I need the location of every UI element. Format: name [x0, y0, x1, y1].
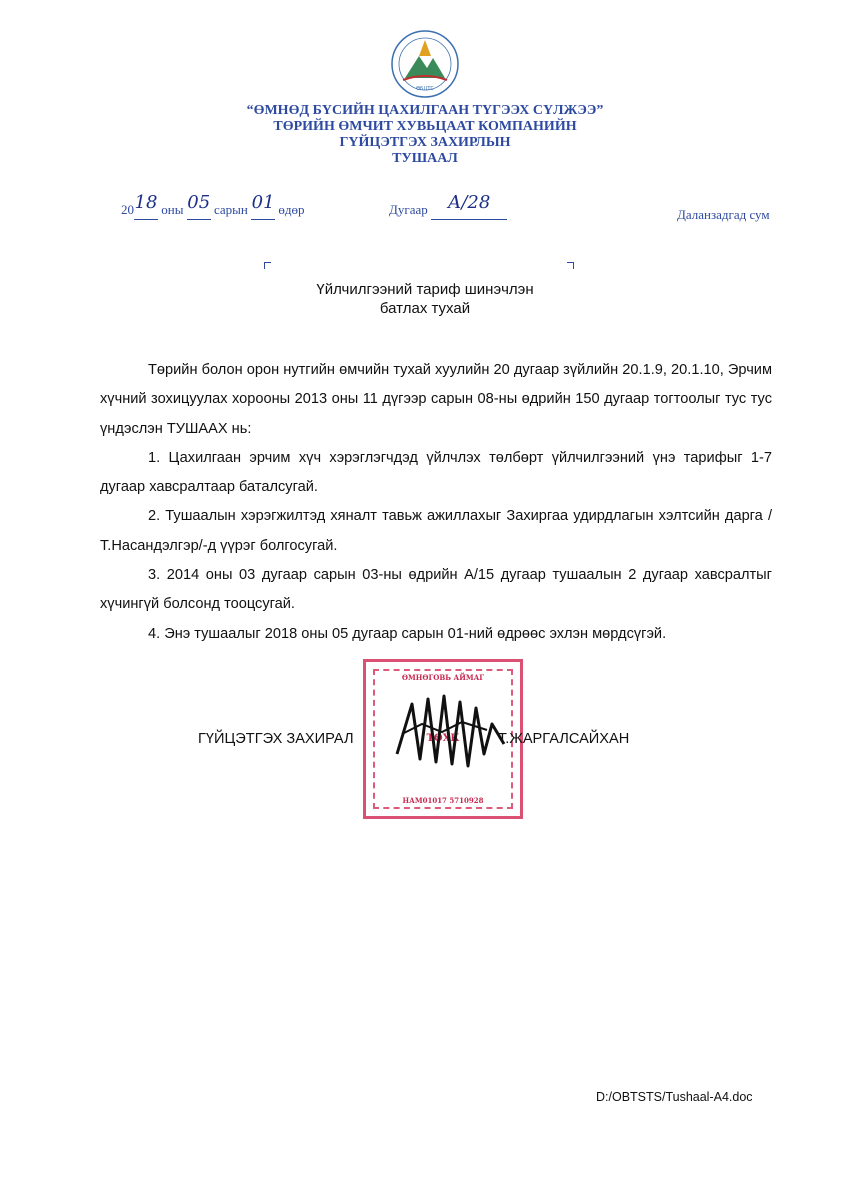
signer-title: ГҮЙЦЭТГЭХ ЗАХИРАЛ	[198, 731, 354, 747]
subject-line-1: Үйлчилгээний тариф шинэчлэн	[316, 281, 534, 298]
file-path: D:/OBTSTS/Tushaal-A4.doc	[596, 1090, 753, 1104]
order-item: 2. Тушаалын хэрэгжилтэд хяналт тавьж ажиллахыг Захиргаа удирдлагын хэлтсийн дарга /Т.Насандэлгэр/-д үүрэг болгосугай.	[100, 508, 772, 554]
subject-corner-right	[567, 262, 574, 269]
org-name-line-2: ТӨРИЙН ӨМЧИТ ХУВЬЦААТ КОМПАНИЙН	[273, 119, 577, 134]
number-label: Дугаар	[389, 202, 428, 217]
stamp-bottom-text: НАМ01017 5710928	[402, 796, 484, 805]
order-item: 1. Цахилгаан эрчим хүч хэрэглэгчдэд үйлчлэх төлбөрт үйлчилгээний үнэ тарифыг 1-7 дугаар хавсралтаар баталсугай.	[100, 449, 772, 496]
month-label: сарын	[213, 202, 248, 217]
year-label: оны	[161, 202, 184, 217]
document-subject	[240, 280, 610, 318]
date-day-handwritten: 01	[251, 192, 275, 213]
intro-paragraph: Төрийн болон орон нутгийн өмчийн тухай хуулийн 20 дугаар зүйлийн 20.1.9, 20.1.10, Эрчим хүчний зохицуулах хорооны 2013 оны 11 дүгээр сарын 08-ны өдрийн 150 дугаар тогтоолыг тус тус үндэслэн ТУШААХ нь:	[100, 362, 772, 437]
logo-text: ӨБЦТС	[416, 86, 434, 92]
org-name-line-3: ГҮЙЦЭТГЭХ ЗАХИРЛЫН	[339, 135, 511, 150]
number-handwritten: А/28	[447, 192, 491, 213]
stamp-middle-text: ТӨХК	[426, 733, 460, 744]
org-name-line-1: “ӨМНӨД БҮСИЙН ЦАХИЛГААН ТҮГЭЭХ СҮЛЖЭЭ”	[246, 103, 604, 118]
company-logo	[389, 28, 461, 100]
signer-name: Т.ЖАРГАЛСАЙХАН	[498, 731, 630, 747]
day-label: өдөр	[278, 202, 305, 217]
place-of-issue: Даланзадгад сум	[677, 207, 770, 222]
document-number	[389, 192, 507, 220]
date-year-handwritten: 18	[134, 192, 158, 213]
subject-line-2: батлах тухай	[379, 300, 471, 317]
date-month-handwritten: 05	[187, 192, 211, 213]
order-item: 3. 2014 оны 03 дугаар сарын 03-ны өдрийн А/15 дугаар тушаалын 2 дугаар хавсралтыг хүчингүй болсонд тооцсугай.	[100, 567, 772, 613]
order-item: 4. Энэ тушаалыг 2018 оны 05 дугаар сарын 01-ний өдрөөс эхлэн мөрдсүгэй.	[148, 625, 667, 642]
subject-corner-left	[264, 262, 271, 269]
stamp-top-text: ӨМНӨГОВЬ АЙМАГ	[401, 673, 485, 682]
date-prefix: 20	[121, 202, 134, 217]
date-line	[121, 192, 305, 220]
document-type: ТУШААЛ	[392, 151, 458, 166]
handwritten-signature	[392, 684, 512, 774]
organization-header	[170, 103, 680, 167]
order-body	[100, 356, 772, 649]
